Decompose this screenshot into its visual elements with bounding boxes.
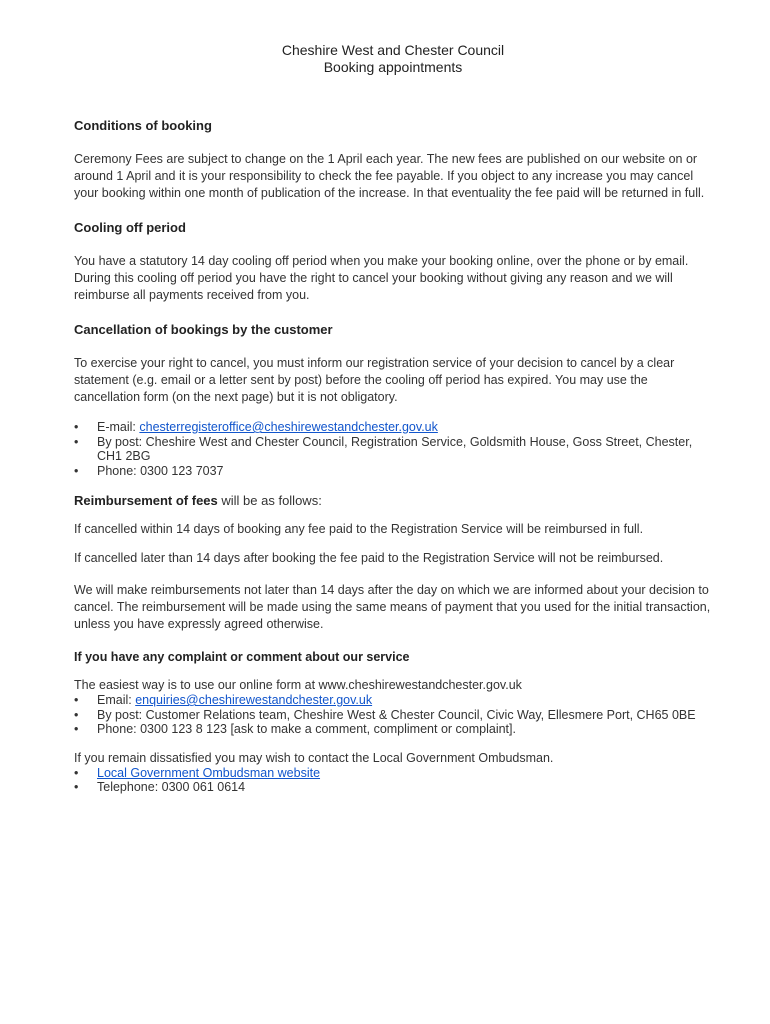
email-label: E-mail: [97, 420, 140, 434]
heading-cooling-off: Cooling off period [74, 220, 186, 235]
heading-complaint: If you have any complaint or comment about our service [74, 650, 410, 664]
list-item [74, 435, 712, 464]
post-address: By post: Customer Relations team, Cheshire West & Chester Council, Civic Way, Ellesmere Port, CH65 0BE [97, 707, 696, 722]
bullet-icon: • [74, 780, 79, 794]
registration-email-link[interactable]: chesterregisteroffice@cheshirewestandchester.gov.uk [139, 420, 438, 434]
document-title [74, 42, 712, 76]
list-item [74, 464, 712, 479]
bullet-icon: • [74, 765, 79, 780]
list-item [74, 708, 712, 723]
heading-cancellation: Cancellation of bookings by the customer [74, 322, 333, 337]
reimbursement-line-later: If cancelled later than 14 days after booking the fee paid to the Registration Service will not be reimbursed. [74, 551, 664, 565]
ombudsman-website-link[interactable]: Local Government Ombudsman website [97, 765, 321, 780]
phone-number: Phone: 0300 123 8 123 [ask to make a comment, compliment or complaint]. [97, 722, 516, 736]
email-label: Email: [97, 693, 136, 707]
conditions-text: Ceremony Fees are subject to change on the 1 April each year. The new fees are published on our website on or around 1 April and it is your responsibility to check the fee payable. If you object to any increase you may cancel your booking within one month of publication of the increase. In that eventuality the fee paid will be returned in full. [74, 152, 705, 200]
list-item [74, 722, 712, 737]
ombudsman-contact-list [74, 766, 712, 795]
list-item [74, 766, 712, 781]
cooling-off-text: You have a statutory 14 day cooling off period when you make your booking online, over the phone or by email. During this cooling off period you have the right to cancel your booking without giving any reason and we will reimburse all payments received from you. [74, 254, 689, 302]
list-item [74, 780, 712, 795]
reimbursement-heading-bold: Reimbursement of fees [74, 493, 218, 508]
heading-reimbursement [74, 492, 712, 509]
phone-number: Telephone: 0300 061 0614 [97, 780, 246, 794]
enquiries-email-link[interactable]: enquiries@cheshirewestandchester.gov.uk [135, 693, 373, 707]
title-line-subject: Booking appointments [323, 59, 463, 75]
phone-number: Phone: 0300 123 7037 [97, 463, 224, 478]
ombudsman-intro: If you remain dissatisfied you may wish to contact the Local Government Ombudsman. [74, 750, 554, 765]
bullet-icon: • [74, 434, 79, 449]
heading-conditions: Conditions of booking [74, 118, 212, 133]
bullet-icon: • [74, 463, 79, 478]
reimbursement-line-within: If cancelled within 14 days of booking any fee paid to the Registration Service will be reimbursed in full. [74, 522, 644, 536]
cancellation-contact-list [74, 420, 712, 478]
reimbursement-heading-rest: will be as follows: [217, 493, 322, 508]
bullet-icon: • [74, 707, 79, 722]
cancellation-text: To exercise your right to cancel, you must inform our registration service of your decision to cancel by a clear statement (e.g. email or a letter sent by post) before the cooling off period has expired. You may use the cancellation form (on the next page) but it is not obligatory. [74, 356, 675, 404]
reimbursement-line-timing: We will make reimbursements not later than 14 days after the day on which we are informed about your decision to cancel. The reimbursement will be made using the same means of payment that you used for the initial transaction, unless you have expressly agreed otherwise. [74, 583, 711, 631]
complaint-intro: The easiest way is to use our online form at www.cheshirewestandchester.gov.uk [74, 678, 522, 692]
complaint-contact-list [74, 693, 712, 737]
list-item [74, 420, 712, 435]
post-address: By post: Cheshire West and Chester Council, Registration Service, Goldsmith House, Goss Street, Chester, CH1 2BG [97, 434, 693, 463]
list-item [74, 693, 712, 708]
bullet-icon: • [74, 722, 79, 736]
title-line-council: Cheshire West and Chester Council [281, 42, 505, 58]
bullet-icon: • [74, 693, 79, 707]
bullet-icon: • [74, 420, 79, 434]
